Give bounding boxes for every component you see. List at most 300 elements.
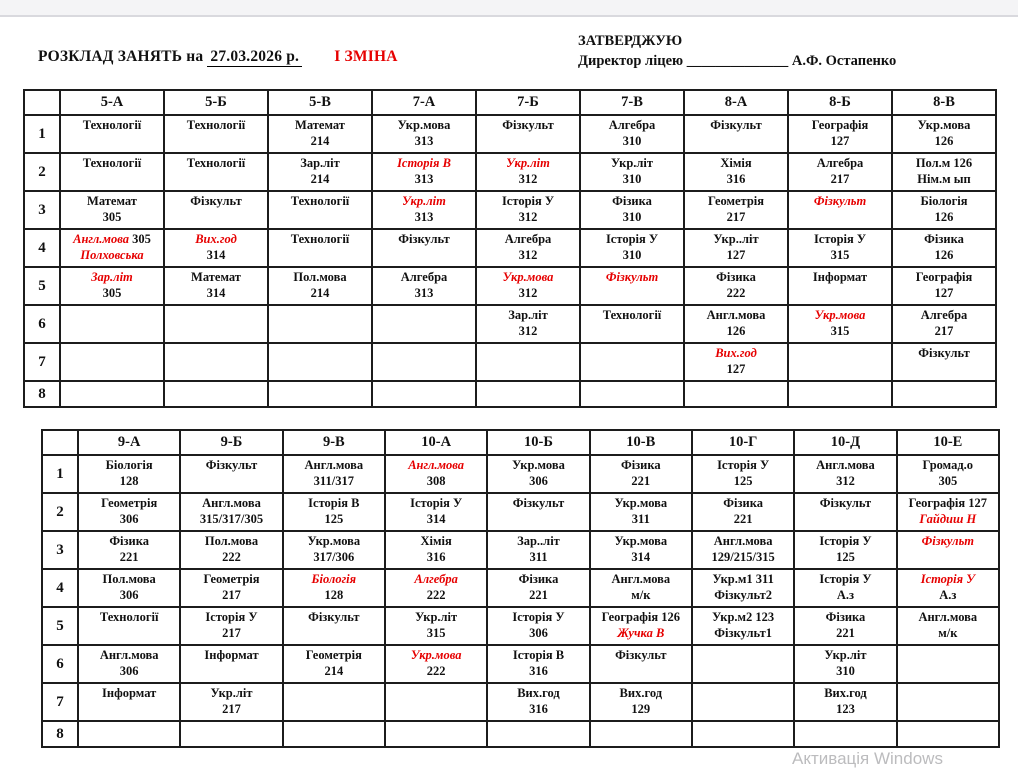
lesson-line (478, 324, 578, 340)
lesson-cell (283, 493, 385, 531)
lesson-text: Фізкульт1 (714, 625, 772, 640)
lesson-line (686, 308, 786, 324)
lesson-line (582, 248, 682, 264)
lesson-line (182, 534, 280, 550)
lesson-text: 312 (518, 209, 538, 224)
lesson-cell (580, 191, 684, 229)
lesson-line (478, 194, 578, 210)
lesson-cell (487, 569, 589, 607)
lesson-cell (794, 645, 896, 683)
lesson-text: 125 (836, 549, 855, 564)
lesson-cell (78, 607, 180, 645)
lesson-line (894, 210, 994, 226)
class-header: 10-Б (487, 430, 589, 455)
lesson-text: 311 (529, 549, 548, 564)
windows-activation-watermark: Активація Windows (792, 749, 943, 768)
lesson-line (478, 232, 578, 248)
lesson-text: Фізкульт (398, 232, 450, 246)
lesson-text: 306 (119, 663, 139, 678)
lesson-text: Географія (811, 118, 869, 132)
lesson-line (582, 172, 682, 188)
lesson-text: Технології (99, 610, 159, 624)
lesson-cell (684, 343, 788, 381)
lesson-line (270, 232, 370, 248)
lesson-cell (580, 305, 684, 343)
lesson-cell (590, 455, 692, 493)
lesson-line (899, 610, 997, 626)
lesson-text: Фізика (620, 458, 661, 472)
class-header: 10-Е (897, 430, 999, 455)
lesson-line (796, 702, 894, 718)
lesson-text: Історія В (512, 648, 565, 662)
lesson-cell (268, 191, 372, 229)
lesson-text: Історія У (819, 572, 872, 586)
lesson-line (790, 308, 890, 324)
lesson-cell (283, 531, 385, 569)
lesson-cell (794, 721, 896, 747)
lesson-line (478, 118, 578, 134)
lesson-line (387, 664, 485, 680)
schedule-row (24, 381, 996, 407)
lesson-line (899, 458, 997, 474)
lesson-line (478, 156, 578, 172)
lesson-text: 313 (414, 209, 434, 224)
lesson-cell (580, 115, 684, 153)
lesson-text: 311/317 (313, 473, 354, 488)
lesson-cell (268, 381, 372, 407)
lesson-text: 317/306 (313, 549, 355, 564)
lesson-line (387, 588, 485, 604)
lesson-line (80, 458, 178, 474)
lesson-line (80, 496, 178, 512)
lesson-line (582, 156, 682, 172)
lesson-text: Фізика (924, 232, 964, 246)
lesson-line (592, 702, 690, 718)
lesson-number: 3 (24, 191, 60, 229)
lesson-text: Історія У (605, 232, 659, 246)
lesson-line (478, 172, 578, 188)
lesson-line (790, 134, 890, 150)
lesson-line (489, 572, 587, 588)
schedule-row (42, 455, 999, 493)
lesson-cell (60, 153, 164, 191)
lesson-cell (590, 683, 692, 721)
lesson-line (592, 474, 690, 490)
lesson-line (489, 474, 587, 490)
lesson-line (80, 610, 178, 626)
lesson-text: 315 (426, 625, 446, 640)
lesson-text: Фізика (518, 572, 559, 586)
lesson-line (796, 664, 894, 680)
lesson-line (796, 496, 894, 512)
lesson-text: 305 (938, 473, 958, 488)
lesson-line (686, 346, 786, 362)
class-header: 5-А (60, 90, 164, 115)
lesson-text: 310 (622, 133, 642, 148)
lesson-text: 312 (518, 323, 538, 338)
lesson-cell (78, 645, 180, 683)
lesson-number: 2 (42, 493, 78, 531)
lesson-text: 125 (733, 473, 753, 488)
lesson-line (80, 648, 178, 664)
lesson-cell (60, 115, 164, 153)
schedule-table-2-container (41, 429, 1000, 748)
lesson-cell (692, 721, 794, 747)
lesson-text: Укр.м2 123 (712, 610, 775, 624)
class-header: 8-Б (788, 90, 892, 115)
lesson-line (489, 534, 587, 550)
lesson-line (478, 308, 578, 324)
lesson-line (686, 324, 786, 340)
lesson-number: 7 (42, 683, 78, 721)
lesson-cell (164, 305, 268, 343)
lesson-line (489, 686, 587, 702)
lesson-line (686, 156, 786, 172)
lesson-text: м/к (631, 587, 651, 602)
class-header: 9-В (283, 430, 385, 455)
signature-line: ______________ (686, 53, 789, 69)
lesson-line (790, 232, 890, 248)
class-header-row (42, 430, 999, 455)
schedule-title-text: РОЗКЛАД ЗАНЯТЬ на (38, 48, 204, 65)
lesson-text: Інформат (204, 648, 259, 662)
lesson-line (899, 534, 997, 550)
class-header-row (24, 90, 996, 115)
lesson-line (686, 270, 786, 286)
lesson-cell (794, 607, 896, 645)
lesson-line (790, 118, 890, 134)
lesson-cell (283, 721, 385, 747)
lesson-line (582, 118, 682, 134)
lesson-text: 312 (836, 473, 855, 488)
lesson-line (582, 308, 682, 324)
lesson-cell (476, 267, 580, 305)
schedule-row (24, 343, 996, 381)
lesson-line (899, 588, 997, 604)
lesson-text: 214 (310, 285, 330, 300)
lesson-line (285, 588, 383, 604)
lesson-text: Англ.мова (918, 610, 978, 624)
lesson-line (796, 534, 894, 550)
lesson-line (894, 346, 994, 362)
lesson-cell (684, 381, 788, 407)
lesson-line (270, 118, 370, 134)
lesson-text: Вих.год (824, 686, 867, 700)
lesson-cell (268, 267, 372, 305)
schedule-table-grades-5-8 (23, 89, 997, 408)
schedule-row (24, 115, 996, 153)
lesson-cell (487, 721, 589, 747)
lesson-line (694, 474, 792, 490)
lesson-number: 6 (24, 305, 60, 343)
lesson-cell (788, 381, 892, 407)
lesson-text: Фізкульт (710, 118, 762, 132)
lesson-cell (385, 493, 487, 531)
class-header: 8-В (892, 90, 996, 115)
lesson-line (592, 458, 690, 474)
lesson-text: Геометрія (101, 496, 158, 510)
lesson-line (62, 286, 162, 302)
lesson-line (374, 156, 474, 172)
lesson-text: 221 (631, 473, 651, 488)
lesson-text: Укр.літ (824, 648, 867, 662)
corner-cell (24, 90, 60, 115)
lesson-line (899, 626, 997, 642)
lesson-cell (385, 683, 487, 721)
lesson-cell (164, 229, 268, 267)
lesson-line (582, 270, 682, 286)
lesson-cell (590, 531, 692, 569)
schedule-table-1-container (23, 89, 997, 408)
lesson-line (166, 156, 266, 172)
lesson-line (894, 232, 994, 248)
lesson-cell (268, 153, 372, 191)
lesson-text-red: Укр.мова (814, 308, 866, 322)
lesson-line (796, 572, 894, 588)
lesson-line (387, 610, 485, 626)
schedule-table-grades-9-10 (41, 429, 1000, 748)
lesson-text-red: Гайдиш Н (919, 511, 977, 526)
lesson-text: 310 (622, 247, 642, 262)
lesson-line (374, 172, 474, 188)
lesson-cell (60, 381, 164, 407)
lesson-text: Фізкульт (819, 496, 872, 510)
lesson-cell (476, 305, 580, 343)
lesson-cell (684, 115, 788, 153)
lesson-line (374, 118, 474, 134)
lesson-cell (60, 267, 164, 305)
lesson-cell (164, 381, 268, 407)
lesson-text: Фізкульт (308, 610, 360, 624)
schedule-date: 27.03.2026 р. (207, 48, 302, 67)
lesson-cell (692, 607, 794, 645)
lesson-line (796, 474, 894, 490)
lesson-text: 315 (830, 323, 850, 338)
lesson-text: Укр.мова (512, 458, 565, 472)
lesson-cell (892, 343, 996, 381)
lesson-text: Англ.мова (202, 496, 261, 510)
lesson-line (694, 588, 792, 604)
lesson-cell (78, 569, 180, 607)
lesson-text: А.з (939, 587, 957, 602)
lesson-text: 127 (726, 361, 746, 376)
lesson-text: 312 (518, 285, 538, 300)
lesson-line (796, 648, 894, 664)
lesson-cell (180, 607, 282, 645)
lesson-line (166, 232, 266, 248)
lesson-cell (487, 493, 589, 531)
lesson-text: Історія У (813, 232, 867, 246)
lesson-text: 221 (836, 625, 855, 640)
lesson-line (182, 512, 280, 528)
lesson-text: Алгебра (400, 270, 448, 284)
lesson-text: 316 (726, 171, 746, 186)
lesson-text: 128 (119, 473, 139, 488)
lesson-text: Вих.год (619, 686, 663, 700)
lesson-text-red: Історія У (920, 572, 975, 586)
lesson-line (374, 286, 474, 302)
lesson-cell (385, 607, 487, 645)
schedule-row (24, 153, 996, 191)
lesson-cell (487, 607, 589, 645)
lesson-line (62, 270, 162, 286)
lesson-text: А.з (836, 587, 855, 602)
lesson-text: 126 (934, 247, 954, 262)
lesson-cell (476, 115, 580, 153)
lesson-cell (78, 455, 180, 493)
lesson-cell (60, 229, 164, 267)
lesson-text: Пол.м 126 (915, 156, 973, 170)
lesson-cell (897, 455, 999, 493)
lesson-cell (897, 607, 999, 645)
lesson-text-red: Вих.год (195, 232, 237, 246)
lesson-cell (385, 531, 487, 569)
lesson-cell (164, 267, 268, 305)
lesson-line (694, 458, 792, 474)
lesson-text-red: Історія В (397, 156, 451, 170)
lesson-text: Алгебра (816, 156, 864, 170)
lesson-text: 311 (631, 511, 650, 526)
lesson-text: Пол.мова (102, 572, 156, 586)
lesson-cell (385, 455, 487, 493)
lesson-number: 6 (42, 645, 78, 683)
lesson-text: Фізкульт2 (714, 587, 772, 602)
lesson-text: Географія 127 (908, 496, 988, 510)
lesson-text: Укр.мова (917, 118, 971, 132)
lesson-text: 222 (726, 285, 746, 300)
lesson-line (80, 572, 178, 588)
lesson-line (694, 610, 792, 626)
lesson-text: Фізика (825, 610, 866, 624)
director-name: А.Ф. Остапенко (791, 53, 897, 69)
class-header: 10-В (590, 430, 692, 455)
lesson-text: Англ.мова (713, 534, 773, 548)
lesson-line (182, 550, 280, 566)
lesson-line (374, 134, 474, 150)
lesson-text: Укр.літ (210, 686, 253, 700)
lesson-line (285, 550, 383, 566)
lesson-line (790, 156, 890, 172)
lesson-text: 222 (426, 587, 446, 602)
lesson-line (182, 572, 280, 588)
lesson-text-red: Алгебра (414, 572, 458, 586)
lesson-text: Фізика (716, 270, 756, 284)
lesson-number: 7 (24, 343, 60, 381)
lesson-number: 8 (24, 381, 60, 407)
corner-cell (42, 430, 78, 455)
lesson-text-red: Фізкульт (605, 270, 659, 284)
lesson-text: Геометрія (707, 194, 765, 208)
class-header: 7-В (580, 90, 684, 115)
lesson-line (489, 610, 587, 626)
schedule-row (42, 493, 999, 531)
lesson-text: 314 (206, 247, 226, 262)
lesson-line (894, 172, 994, 188)
lesson-line (592, 496, 690, 512)
lesson-text: 221 (119, 549, 139, 564)
lesson-number: 4 (24, 229, 60, 267)
lesson-line (686, 286, 786, 302)
lesson-text: Алгебра (608, 118, 656, 132)
lesson-line (166, 248, 266, 264)
lesson-cell (268, 305, 372, 343)
lesson-cell (684, 229, 788, 267)
lesson-cell (580, 153, 684, 191)
lesson-line (62, 118, 162, 134)
lesson-text: 316 (529, 701, 548, 716)
lesson-line (489, 648, 587, 664)
lesson-line (182, 458, 280, 474)
lesson-text-red: Жучка В (617, 625, 665, 640)
lesson-line (387, 572, 485, 588)
schedule-row (42, 721, 999, 747)
lesson-cell (164, 343, 268, 381)
lesson-cell (283, 645, 385, 683)
lesson-text: 310 (622, 209, 642, 224)
lesson-cell (794, 455, 896, 493)
lesson-line (489, 664, 587, 680)
lesson-cell (164, 191, 268, 229)
lesson-text: 314 (426, 511, 446, 526)
lesson-text: 306 (119, 587, 139, 602)
lesson-line (694, 512, 792, 528)
lesson-line (894, 134, 994, 150)
lesson-line (387, 648, 485, 664)
lesson-cell (372, 191, 476, 229)
lesson-line (489, 626, 587, 642)
lesson-line (582, 210, 682, 226)
lesson-line (478, 210, 578, 226)
lesson-cell (283, 455, 385, 493)
lesson-line (182, 648, 280, 664)
lesson-line (686, 362, 786, 378)
lesson-line (285, 664, 383, 680)
lesson-cell (164, 115, 268, 153)
lesson-line (387, 474, 485, 490)
lesson-text: Укр.мова (614, 534, 668, 548)
class-header: 8-А (684, 90, 788, 115)
lesson-text: 313 (414, 171, 434, 186)
lesson-cell (794, 683, 896, 721)
lesson-cell (180, 455, 282, 493)
lesson-cell (897, 493, 999, 531)
schedule-row (42, 569, 999, 607)
lesson-text: Англ.мова (611, 572, 671, 586)
lesson-text: Фізика (723, 496, 763, 510)
lesson-text: 314 (631, 549, 651, 564)
lesson-cell (385, 645, 487, 683)
lesson-line (686, 248, 786, 264)
lesson-cell (283, 607, 385, 645)
lesson-text: 305 (102, 209, 122, 224)
lesson-line (592, 512, 690, 528)
lesson-text: Технології (82, 118, 142, 132)
lesson-text: Технології (186, 118, 246, 132)
lesson-text-red: Вих.год (715, 346, 757, 360)
lesson-line (182, 610, 280, 626)
lesson-text: Фізкульт (512, 496, 565, 510)
lesson-cell (78, 721, 180, 747)
lesson-number: 8 (42, 721, 78, 747)
lesson-text: Технології (82, 156, 142, 170)
lesson-line (270, 172, 370, 188)
lesson-text: Зар.літ (300, 156, 340, 170)
lesson-text: 308 (426, 473, 446, 488)
lesson-cell (794, 531, 896, 569)
lesson-cell (692, 493, 794, 531)
director-line (578, 51, 896, 71)
lesson-cell (476, 343, 580, 381)
